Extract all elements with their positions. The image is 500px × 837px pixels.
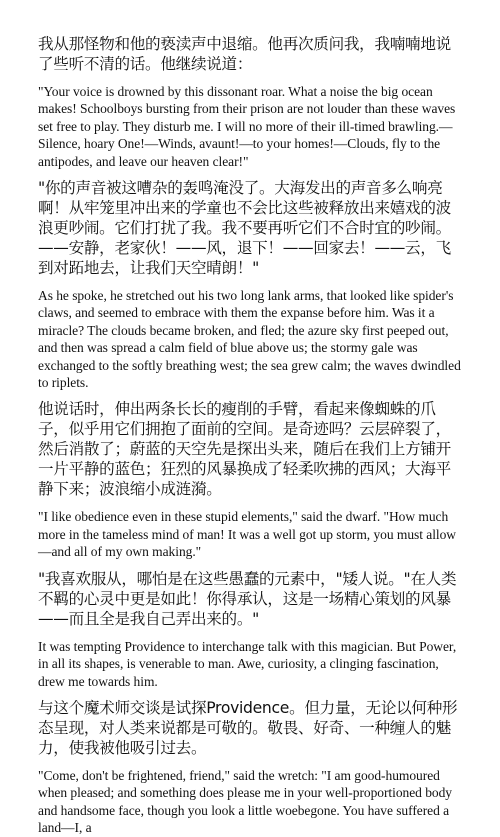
paragraph-zh-3: 他说话时，伸出两条长长的瘦削的手臂，看起来像蜘蛛的爪子，似乎用它们拥抱了面前的空间。是奇迹吗？云层碎裂了，然后消散了；蔚蓝的天空先是探出头来，随后在我们上方铺开一片平静的蓝色；狂烈的风暴换成了轻柔吹拂的西风；大海平静下来；波浪缩小成涟漪。 [38, 400, 451, 499]
paragraph-zh-5: 与这个魔术师交谈是试探Providence。但力量，无论以何种形态呈现，对人类来说都是可敬的。敬畏、好奇、一种缠人的魅力，使我被他吸引过去。 [38, 698, 458, 757]
paragraph-zh-1: 我从那怪物和他的亵渎声中退缩。他再次质问我，我喃喃地说了些听不清的话。他继续说道： [38, 35, 451, 73]
paragraph-en-2: As he spoke, he stretched out his two long lank arms, that looked like spider's claws, and seemed to embrace with them the expanse before him. Was it a miracle? The clouds became broken, and fled; the azure sky first peeped out, and then was spread a calm field of blue above us; the stormy gale was exchanged to the softly breathing west; the sea grew calm; the waves dwindled to riplets. [38, 288, 461, 391]
paragraph-zh-4: "我喜欢服从，哪怕是在这些愚蠢的元素中，"矮人说。"在人类不羁的心灵中更是如此！你得承认，这是一场精心策划的风暴——而且全是我自己弄出来的。" [38, 569, 457, 628]
paragraph-en-1: "Your voice is drowned by this dissonant roar. What a noise the big ocean makes! Schoolboys bursting from their prison are not louder than these waves set free to play. They disturb me. I will no more of their ill-timed brawling.—Silence, hoary One!—Winds, avaunt!—to your homes!—Clouds, fly to the antipodes, and leave our heaven clear!" [38, 84, 456, 169]
paragraph-en-4: It was tempting Providence to interchange talk with this magician. But Power, in all its shapes, is venerable to man. Awe, curiosity, a clinging fascination, drew me towards him. [38, 638, 457, 689]
paragraph-en-3: "I like obedience even in these stupid elements," said the dwarf. "How much more in the tameless mind of man! It was a well got up storm, you must allow—and all of my own making." [38, 509, 457, 560]
paragraph-en-5: "Come, don't be frightened, friend," said the wretch: "I am good-humoured when pleased; and something does please me in your well-proportioned body and handsome face, though you look a little woebegone. You have suffered a land—I, a [38, 767, 453, 836]
bilingual-text-page [38, 34, 464, 837]
paragraph-zh-2: "你的声音被这嘈杂的轰鸣淹没了。大海发出的声音多么响亮啊！从牢笼里冲出来的学童也不会比这些被释放出来嬉戏的波浪更吵闹。它们打扰了我。我不要再听它们不合时宜的吵闹。——安静，老家伙！——风，退下！——回家去！——云，飞到对跖地去，让我们天空晴朗！" [38, 179, 451, 278]
